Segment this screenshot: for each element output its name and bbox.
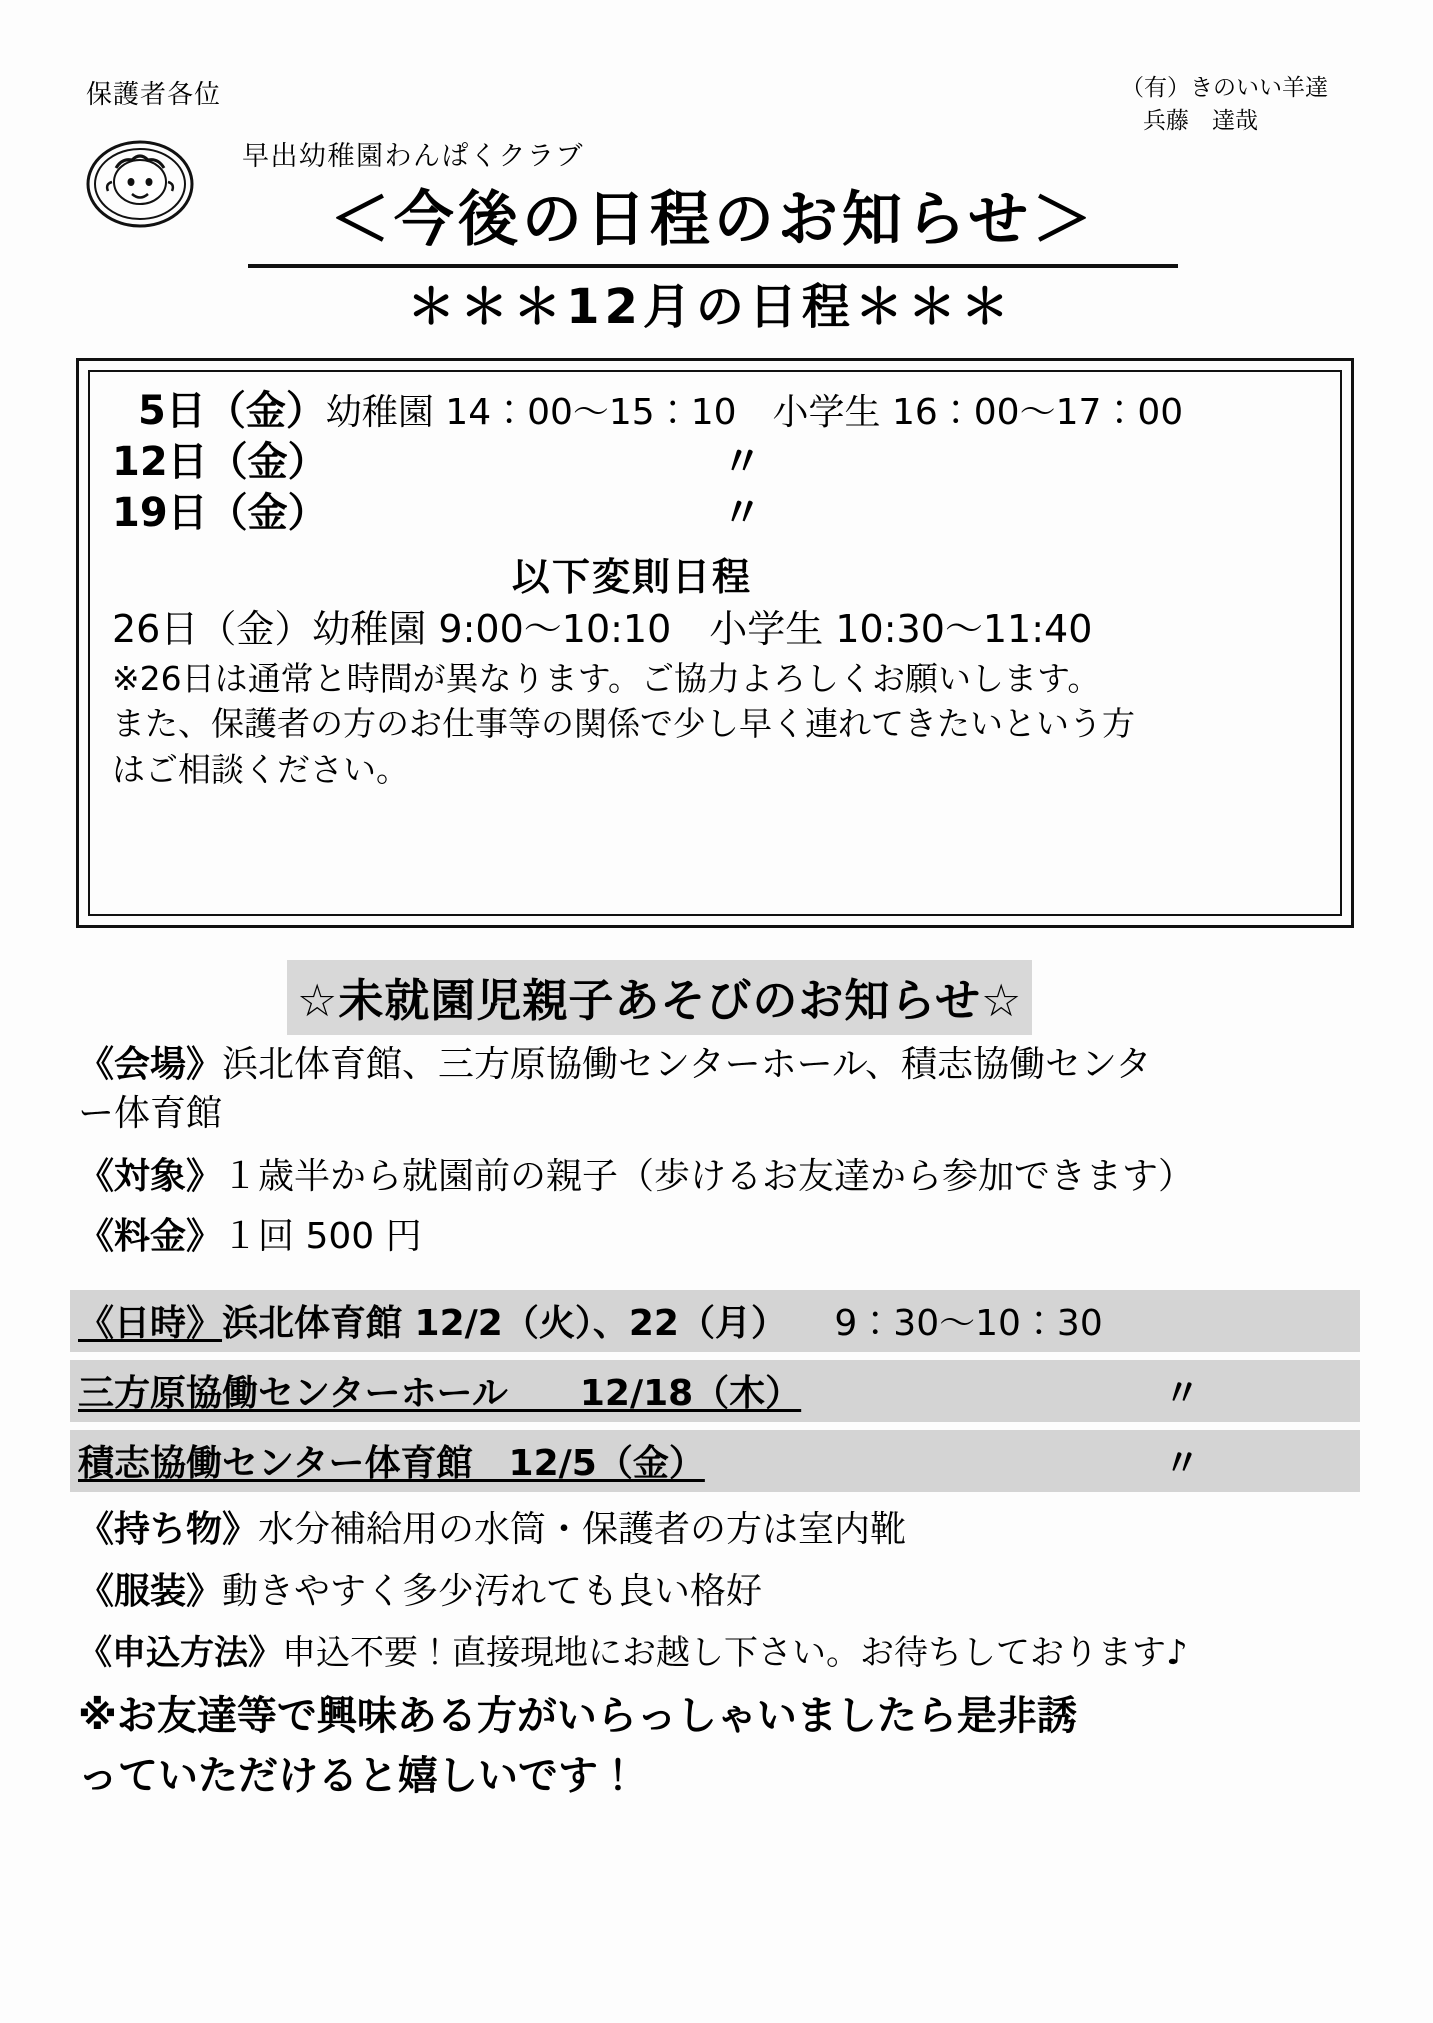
fee-label: 《料金》 xyxy=(78,1216,223,1257)
datetime-row xyxy=(70,1290,1360,1352)
target-line xyxy=(78,1155,1194,1200)
closing-line-2: っていただけると嬉しいです！ xyxy=(78,1753,638,1799)
schedule-note-line: ※26日は通常と時間が異なります。ご協力よろしくお願いします。 xyxy=(112,658,1101,698)
clothes-line xyxy=(78,1570,762,1615)
datetime-ditto: 〃 xyxy=(1163,1373,1200,1414)
schedule-day: 19日（金） xyxy=(112,489,328,536)
clothes-value: 動きやすく多少汚れても良い格好 xyxy=(222,1571,763,1612)
page-subtitle: ＊＊＊12月の日程＊＊＊ xyxy=(407,279,1014,335)
issuer-block xyxy=(1121,72,1328,139)
schedule-day: 12日（金） xyxy=(112,438,328,485)
closing-line-1: ※お友達等で興味ある方がいらっしゃいましたら是非誘 xyxy=(78,1693,1077,1739)
schedule-day: 5日（金） xyxy=(138,388,326,434)
club-name: 早出幼稚園わんぱくクラブ xyxy=(242,141,584,172)
datetime-place: 積志協働センター体育館 12/5（金） xyxy=(78,1443,705,1484)
clothes-label: 《服装》 xyxy=(78,1571,223,1612)
issuer-company: （有）きのいい羊達 xyxy=(1121,75,1328,101)
schedule-ditto: 〃 xyxy=(722,489,762,536)
bring-line xyxy=(78,1508,906,1553)
datetime-place: 浜北体育館 12/2（火）、22（月） xyxy=(222,1303,787,1344)
sheep-logo-icon xyxy=(84,138,196,230)
datetime-label: 《日時》 xyxy=(78,1303,223,1344)
issuer-person: 兵藤 達哉 xyxy=(1143,108,1258,135)
schedule-row xyxy=(112,437,1322,488)
schedule-row xyxy=(112,488,1322,539)
fee-value: １回 500 円 xyxy=(222,1216,422,1257)
datetime-place: 三方原協働センターホール 12/18（木） xyxy=(78,1373,802,1414)
bring-value: 水分補給用の水筒・保護者の方は室内靴 xyxy=(258,1509,907,1550)
venue-label: 《会場》 xyxy=(78,1044,223,1085)
datetime-ditto: 〃 xyxy=(1163,1443,1200,1484)
apply-line xyxy=(78,1632,1188,1674)
schedule-row xyxy=(112,386,1322,437)
schedule-note-line: また、保護者の方のお仕事等の関係で少し早く連れてきたいという方 xyxy=(112,704,1135,744)
schedule-box xyxy=(76,358,1354,928)
datetime-time: 9：30～10：30 xyxy=(834,1303,1103,1344)
datetime-row xyxy=(70,1360,1360,1422)
apply-value: 申込不要！直接現地にお越し下さい。お待ちしております♪ xyxy=(282,1633,1188,1673)
irregular-schedule-heading: 以下変則日程 xyxy=(511,555,752,600)
datetime-row xyxy=(70,1430,1360,1492)
schedule-row-26: 26日（金）幼稚園 9:00～10:10 小学生 10:30～11:40 xyxy=(112,607,1093,652)
apply-label: 《申込方法》 xyxy=(78,1633,282,1673)
venue-line-2: ー体育館 xyxy=(78,1093,223,1134)
schedule-inner xyxy=(88,370,1342,916)
schedule-note-line: はご相談ください。 xyxy=(112,749,409,789)
target-label: 《対象》 xyxy=(78,1156,223,1197)
schedule-detail: 幼稚園 14：00～15：10 小学生 16：00～17：00 xyxy=(325,392,1184,433)
venue-line xyxy=(78,1043,1152,1088)
bring-label: 《持ち物》 xyxy=(78,1509,259,1550)
fee-line xyxy=(78,1215,422,1260)
venue-value: 浜北体育館、三方原協働センターホール、積志協働センタ xyxy=(222,1044,1152,1085)
addressee-text: 保護者各位 xyxy=(86,80,222,110)
playtime-title: ☆未就園児親子あそびのお知らせ☆ xyxy=(287,960,1032,1035)
schedule-ditto: 〃 xyxy=(722,438,762,485)
page-title: ＜今後の日程のお知らせ＞ xyxy=(248,172,1178,268)
target-value: １歳半から就園前の親子（歩けるお友達から参加できます） xyxy=(222,1156,1195,1197)
